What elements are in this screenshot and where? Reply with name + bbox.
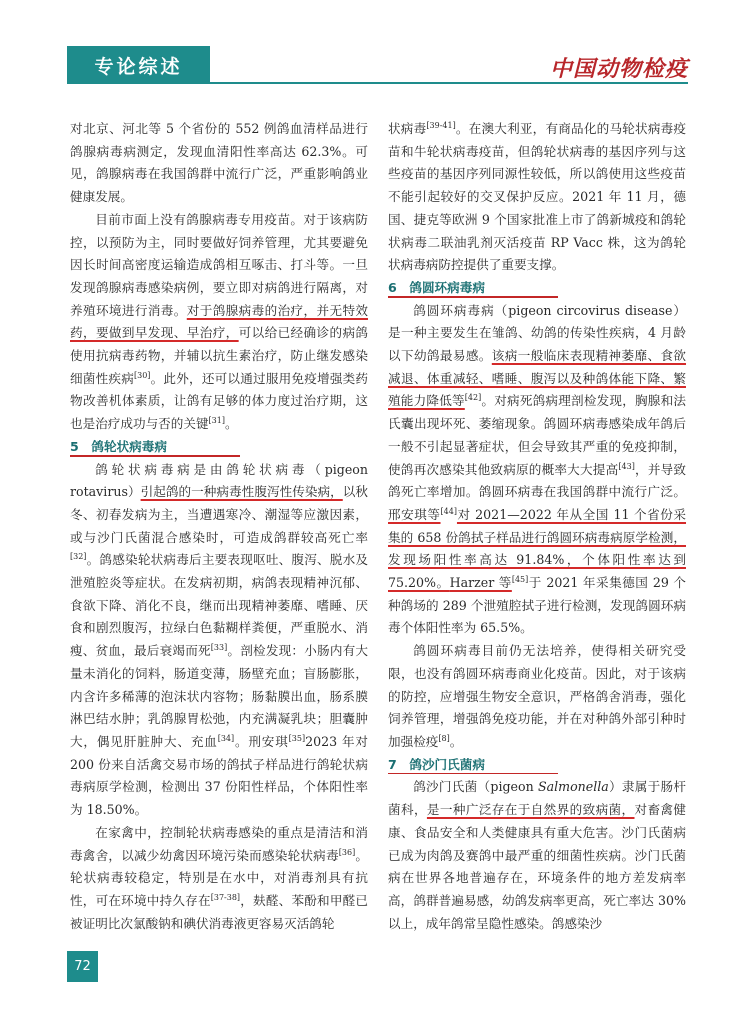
citation: [32]	[70, 552, 87, 562]
citation: [35]	[288, 733, 306, 743]
italic-term: Salmonella	[537, 779, 609, 795]
highlighted-text: 引起鸽的一种病毒性腹泻性传染病，	[140, 484, 343, 500]
citation: [36]	[338, 847, 356, 857]
section-heading-6: 6 鸽圆环病毒病	[388, 277, 686, 300]
paragraph: 对北京、河北等 5 个省份的 552 例鸽血清样品进行鸽腺病毒病测定，发现血清阳性率高达 62.3%。可见，鸽腺病毒在我国鸽群中流行广泛，严重影响鸽业健康发展。	[70, 121, 368, 205]
citation: [37-38]	[210, 892, 241, 902]
citation: [44]	[440, 506, 457, 516]
paragraph: 在家禽中，控制轮状病毒感染的重点是清洁和消毒禽舍，以减少幼禽因环境污染而感染轮状病毒[36]。轮状病毒较稳定，特别是在水中，对消毒剂具有抗性，可在环境中持久存在[37-38]，麸醛、苯酚和甲醛已被证明比次氯酸钠和碘伏消毒液更容易灭活鸽轮	[70, 824, 369, 931]
citation: [30]	[134, 370, 151, 380]
highlighted-text: 对于鸽腺病毒的治疗，并无特效药，要做到早发现、早治疗，	[70, 302, 369, 341]
section-heading-7: 7 鸽沙门氏菌病	[388, 754, 686, 777]
citation: [39-41]	[426, 120, 456, 130]
citation: [33]	[210, 642, 228, 652]
paragraph: 目前市面上没有鸽腺病毒专用疫苗。对于该病防控，以预防为主，同时要做好饲养管理，尤其要避免因长时间高密度运输造成鸽相互啄击、打斗等。一旦发现鸽腺病毒感染病例，要立即对病鸽进行隔离，对养殖环境进行消毒。对于鸽腺病毒的治疗，并无特效药，要做到早发现、早治疗，可以给已经确诊的病鸽使用抗病毒药物，并辅以抗生素治疗，防止继发感染细菌性疾病[30]。此外，还可以通过服用免疫增强类药物改善机体素质，让鸽有足够的体力度过治疗期，这也是治疗成功与否的关键[31]。	[70, 211, 369, 432]
highlighted-text: 是一种广泛存在于自然界的致病菌，	[426, 802, 635, 818]
citation: [34]	[217, 733, 235, 743]
page-number: 72	[67, 951, 98, 982]
paragraph: 鸽沙门氏菌（pigeon Salmonella）隶属于肠杆菌科，是一种广泛存在于自然界的致病菌，对畜禽健康、食品安全和人类健康具有重大危害。沙门氏菌病已成为肉鸽及赛鸽中最严重的细菌性疾病。沙门氏菌病在世界各地普遍存在，环境条件的地方差发病率高，鸽群普遍易感，幼鸽发病率更高，死亡率达 30% 以上，成年鸽常呈隐性感染。鸽感染沙	[388, 779, 687, 931]
citation: [8]	[438, 733, 450, 743]
section-header-band	[67, 46, 210, 84]
paragraph: 鸽圆环病毒目前仍无法培养，使得相关研究受限，也没有鸽圆环病毒商业化疫苗。因此，对于该病的防控，应增强生物安全意识，严格鸽舍消毒，强化饲养管理，增强鸽免疫功能，并在对种鸽外部引种时加强检疫[8]。	[388, 643, 686, 749]
highlighted-text: 邢安琪等	[388, 506, 441, 522]
highlighted-text: 该病一般临床表现精神萎靡、食欲减退、体重减轻、嗜睡、腹泻以及种鸽体能下降、繁殖能力降低等	[388, 348, 687, 409]
paragraph: 状病毒[39-41]。在澳大利亚，有商品化的马轮状病毒疫苗和牛轮状病毒疫苗，但鸽轮状病毒的基因序列与这些疫苗的基因序列同源性较低，所以鸽使用这些疫苗不能引起较好的交叉保护反应。2021 年 11 月，德国、捷克等欧洲 9 个国家批准上市了鸽新城疫和鸽轮状病毒二联油乳剂灭活疫苗 RP Vacc 株，这为鸽轮状病毒病防控提供了重要支撑。	[388, 120, 687, 273]
citation: [42]	[464, 393, 482, 403]
paragraph: 鸽圆环病毒病（pigeon circovirus disease）是一种主要发生在雏鸽、幼鸽的传染性疾病，4 月龄以下幼鸽最易感。该病一般临床表现精神萎靡、食欲减退、体重减轻、嗜睡、腹泻以及种鸽体能下降、繁殖能力降低等[42]。对病死鸽病理剖检发现，胸腺和法氏囊出现坏死、萎缩现象。鸽圆环病毒感染成年鸽后一般不引起显著症状，但会导致其严重的免疫抑制，使鸽再次感染其他致病原的概率大大提高[43]，并导致鸽死亡率增加。鸽圆环病毒在我国鸽群中流行广泛。邢安琪等[44]对 2021—2022 年从全国 11 个省份采集的 658 份鸽拭子样品进行鸽圆环病毒病原学检测，发现场阳性率高达 91.84%，个体阳性率达到 75.20%。Harzer 等[45]于 2021 年采集德国 29 个种鸽场的 289 个泄殖腔拭子进行检测，发现鸽圆环病毒个体阳性率为 65.5%。	[388, 302, 687, 636]
journal-name: 中国动物检疫	[549, 56, 688, 82]
citation: [45]	[511, 574, 529, 584]
citation: [43]	[618, 461, 635, 471]
left-column	[70, 118, 368, 935]
paragraph: 鸽轮状病毒病是由鸽轮状病毒（pigeon rotavirus）引起鸽的一种病毒性腹泻性传染病，以秋冬、初春发病为主，当遭遇寒冷、潮湿等应激因素，或与沙门氏菌混合感染时，可造成鸽群较高死亡率[32]。鸽感染轮状病毒后主要表现呕吐、腹泻、脱水及泄殖腔炎等症状。在发病初期，病鸽表现精神沉郁、食欲下降、消化不良，继而出现精神萎靡、嗜睡、厌食和剧烈腹泻，拉绿白色黏糊样粪便，严重脱水、消瘦、贫血，最后衰竭而死[33]。剖检发现：小肠内有大量未消化的饲料，肠道变薄，肠壁充血；盲肠膨胀，内含许多稀薄的泡沫状内容物；肠黏膜出血，肠系膜淋巴结水肿；乳鸽腺胃松弛，内充满凝乳块；胆囊肿大，偶见肝脏肿大、充血[34]。刑安琪[35]2023 年对 200 份来自活禽交易市场的鸽拭子样品进行鸽轮状病毒病原学检测，检测出 37 份阳性样品，个体阳性率为 18.50%。	[70, 461, 369, 818]
highlighted-text: 对 2021—2022 年从全国 11 个省份采集的 658 份鸽拭子样品进行鸽圆环病毒病原学检测，发现场阳性率高达 91.84%，个体阳性率达到 75.20%。	[388, 506, 687, 591]
right-column	[388, 118, 686, 935]
highlighted-text: Harzer 等	[449, 575, 512, 591]
section-label: 专论综述	[94, 55, 183, 78]
citation: [31]	[208, 415, 225, 425]
section-heading-5: 5 鸽轮状病毒病	[70, 436, 368, 459]
